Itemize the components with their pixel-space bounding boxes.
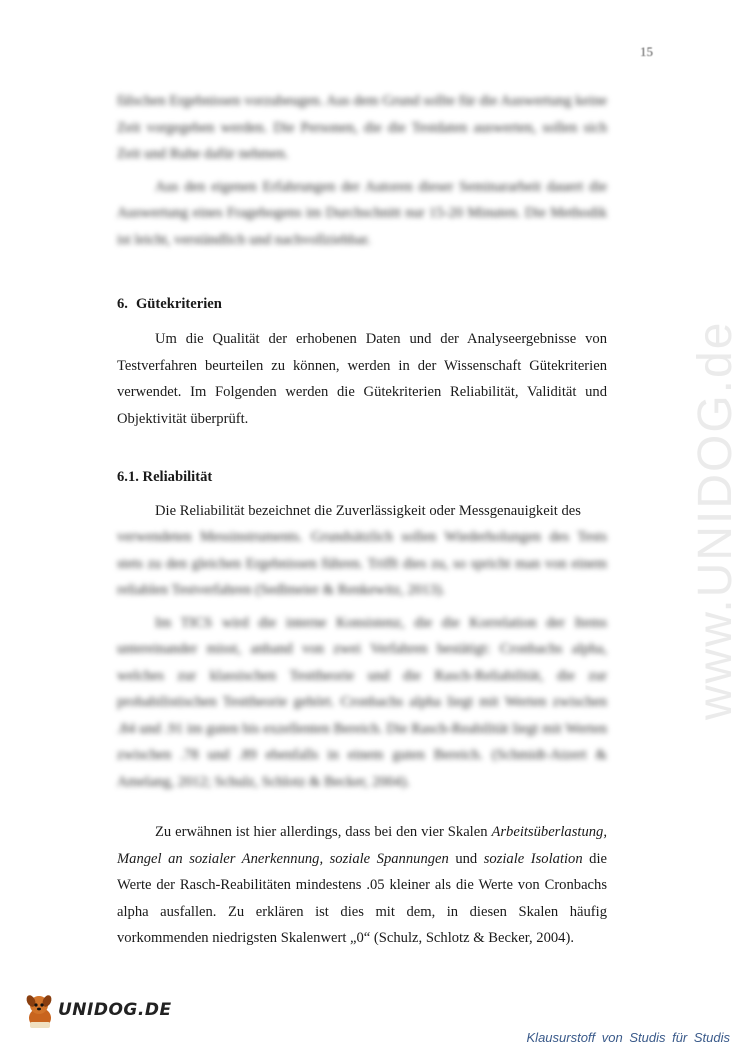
blurred-reliability-section (117, 524, 607, 795)
section-title: Gütekriterien (135, 296, 222, 312)
blurred-paragraph: Im TICS wird die interne Konsistenz, die die Korrelation der Items untereinander misst, anhand von zwei Verfahren bestätigt: Cronbachs alpha, welches zur klassischen Testtheorie und die Rasch-Reliabilität, die zur probabilistischen Testtheorie gehört. Cronbachs alpha liegt mit Werten zwischen .84 und .91 im guten bis exzellenten Bereich. Die Rasch-Reabilität liegt mit Werten zwischen .78 und .89 ebenfalls in einem guten Bereich. (Schmidt-Atzert & Amelang, 2012; Schulz, Schlotz & Becker, 2004). (117, 614, 607, 790)
dog-mascot-icon (22, 992, 58, 1032)
page-number: 15 (640, 44, 653, 59)
scale-name-italic: soziale Isolation (483, 850, 583, 867)
blurred-top-section (117, 88, 607, 253)
subsection-heading: 6.1. Reliabilität (117, 469, 213, 485)
unidog-logo (22, 992, 172, 1032)
blurred-paragraph: verwendeten Messinstruments. Grundsätzlich sollen Wiederholungen des Tests stets zu den gleichen Ergebnissen führen. Trifft dies zu, so spricht man von einem reliablen Testverfahren (Sedlmeier & Renkewitz, 2013). (117, 529, 607, 598)
body-paragraph: Um die Qualität der erhobenen Daten und der Analyseergebnisse von Testverfahren beurteilen zu können, werden in der Wissenschaft Gütekriterien verwendet. Im Folgenden werden die Gütekriterien Reliabilität, Validität und Objektivität überprüft. (117, 331, 607, 427)
closing-paragraph (117, 819, 607, 952)
watermark: www.UNIDOG.de (689, 320, 742, 720)
blurred-paragraph: fälschen Ergebnissen vorzubeugen. Aus dem Grund sollte für die Auswertung keine Zeit vorgegeben werden. Die Personen, die die Testdaten auswerten, sollen sich Zeit und Ruhe dafür nehmen. (117, 93, 607, 162)
section-body (117, 326, 607, 432)
section-heading (117, 296, 222, 313)
closing-section (117, 819, 607, 952)
footer-tagline: Klausurstoff von Studis für Studis (526, 1030, 730, 1045)
section-number: 6. (117, 296, 128, 312)
blurred-paragraph: Aus den eigenen Erfahrungen der Autoren dieser Seminararbeit dauert die Auswertung eines Fragebogens im Durchschnitt nur 15-20 Minuten. Die Methodik ist leicht, verständlich und nachvollziehbar. (117, 178, 607, 248)
body-line: Die Reliabilität bezeichnet die Zuverlässigkeit oder Messgenauigkeit des (155, 503, 581, 519)
scale-names-italic: Arbeitsüberlastung, Mangel an sozialer Anerkennung, soziale Spannungen (117, 824, 607, 867)
text-run: und (448, 850, 484, 867)
text-run: die Werte der Rasch-Reabilitäten mindestens .05 kleiner als die Werte von Cronbachs alpha ausfallen. Zu erklären ist dies mit dem, in diesen Skalen häufig vorkommenden niedrigsten Skalenwert „0“ (Schulz, Schlotz & Becker, 2004). (117, 850, 607, 946)
logo-text: UNIDOG.DE (58, 1000, 172, 1020)
text-run: Zu erwähnen ist hier allerdings, dass bei den vier Skalen (155, 824, 492, 840)
reliability-intro-line (117, 498, 607, 525)
